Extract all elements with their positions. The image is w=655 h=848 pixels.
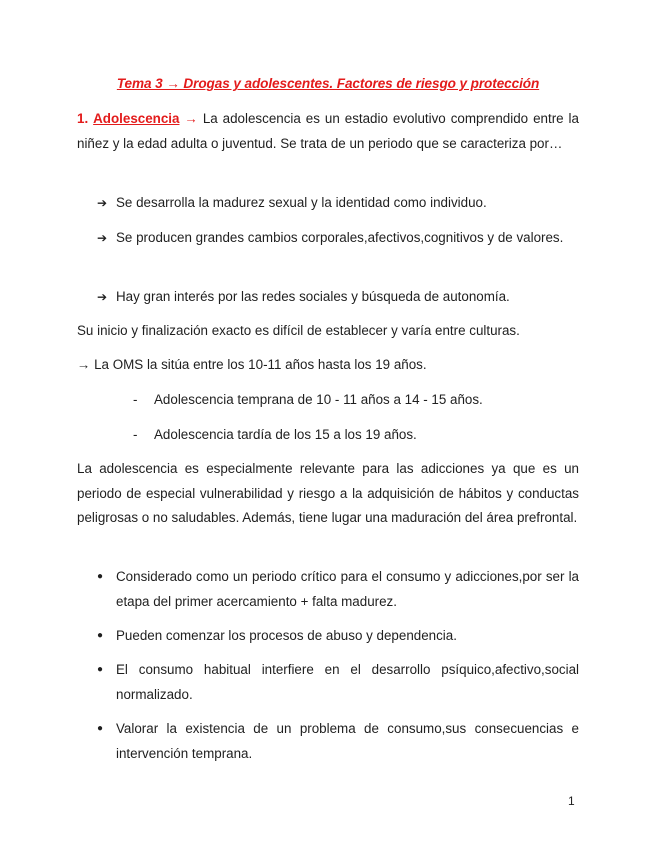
paragraph-adicciones: La adolescencia es especialmente relevante para las adicciones ya que es un periodo de especial vulnerabilidad y riesgo a la adquisición de hábitos y conductas peligrosas o no saludables. Además, tiene lugar una maduración del área prefrontal. <box>77 461 579 525</box>
arrow-list-item <box>97 226 579 251</box>
arrow-right-icon: ➔ <box>97 290 108 304</box>
paragraph-oms: → La OMS la sitúa entre los 10-11 años hasta los 19 años. <box>77 357 427 372</box>
section-intro-text: La adolescencia es un estadio evolutivo comprendido entre la niñez y la edad adulta o juventud. Se trata de un periodo que se caracteriza por… <box>77 111 579 151</box>
arrow-right-icon: ➔ <box>97 231 108 245</box>
arrow-item-text: Se desarrolla la madurez sexual y la identidad como individuo. <box>116 195 487 210</box>
arrow-right-icon: ➔ <box>97 196 108 210</box>
bullet-item-text: El consumo habitual interfiere en el desarrollo psíquico,afectivo,social normalizado. <box>116 662 579 702</box>
dash-list-item <box>133 423 417 448</box>
paragraph-inicio: Su inicio y finalización exacto es difícil de establecer y varía entre culturas. <box>77 323 520 338</box>
section-heading: Adolescencia <box>93 111 180 126</box>
section-1-intro <box>77 107 579 156</box>
dash-list-item <box>133 388 483 413</box>
arrow-item-text: Hay gran interés por las redes sociales y búsqueda de autonomía. <box>116 289 510 304</box>
dash-marker: - <box>133 392 138 407</box>
section-arrow: → <box>184 111 198 126</box>
page-number: 1 <box>568 794 575 808</box>
bullet-icon: ● <box>97 571 104 582</box>
bullet-list-item <box>97 658 579 707</box>
arrow-list-item <box>97 285 579 310</box>
dash-item-text: Adolescencia temprana de 10 - 11 años a 14 - 15 años. <box>154 392 483 407</box>
arrow-item-text: Se producen grandes cambios corporales,afectivos,cognitivos y de valores. <box>116 230 564 245</box>
arrow-list-item <box>97 191 579 216</box>
dash-item-text: Adolescencia tardía de los 15 a los 19 años. <box>154 427 417 442</box>
dash-marker: - <box>133 427 138 442</box>
bullet-icon: ● <box>97 723 104 734</box>
bullet-item-text: Pueden comenzar los procesos de abuso y dependencia. <box>116 628 457 643</box>
bullet-list-item <box>97 717 579 766</box>
bullet-list-item <box>97 624 579 649</box>
bullet-list-item <box>97 565 579 614</box>
section-number: 1. <box>77 111 89 126</box>
bullet-icon: ● <box>97 664 104 675</box>
bullet-icon: ● <box>97 630 104 641</box>
document-title: Tema 3 → Drogas y adolescentes. Factores de riesgo y protección <box>116 76 540 91</box>
bullet-item-text: Valorar la existencia de un problema de consumo,sus consecuencias e intervención temprana. <box>116 721 579 761</box>
bullet-item-text: Considerado como un periodo crítico para el consumo y adicciones,por ser la etapa del primer acercamiento + falta madurez. <box>116 569 579 609</box>
